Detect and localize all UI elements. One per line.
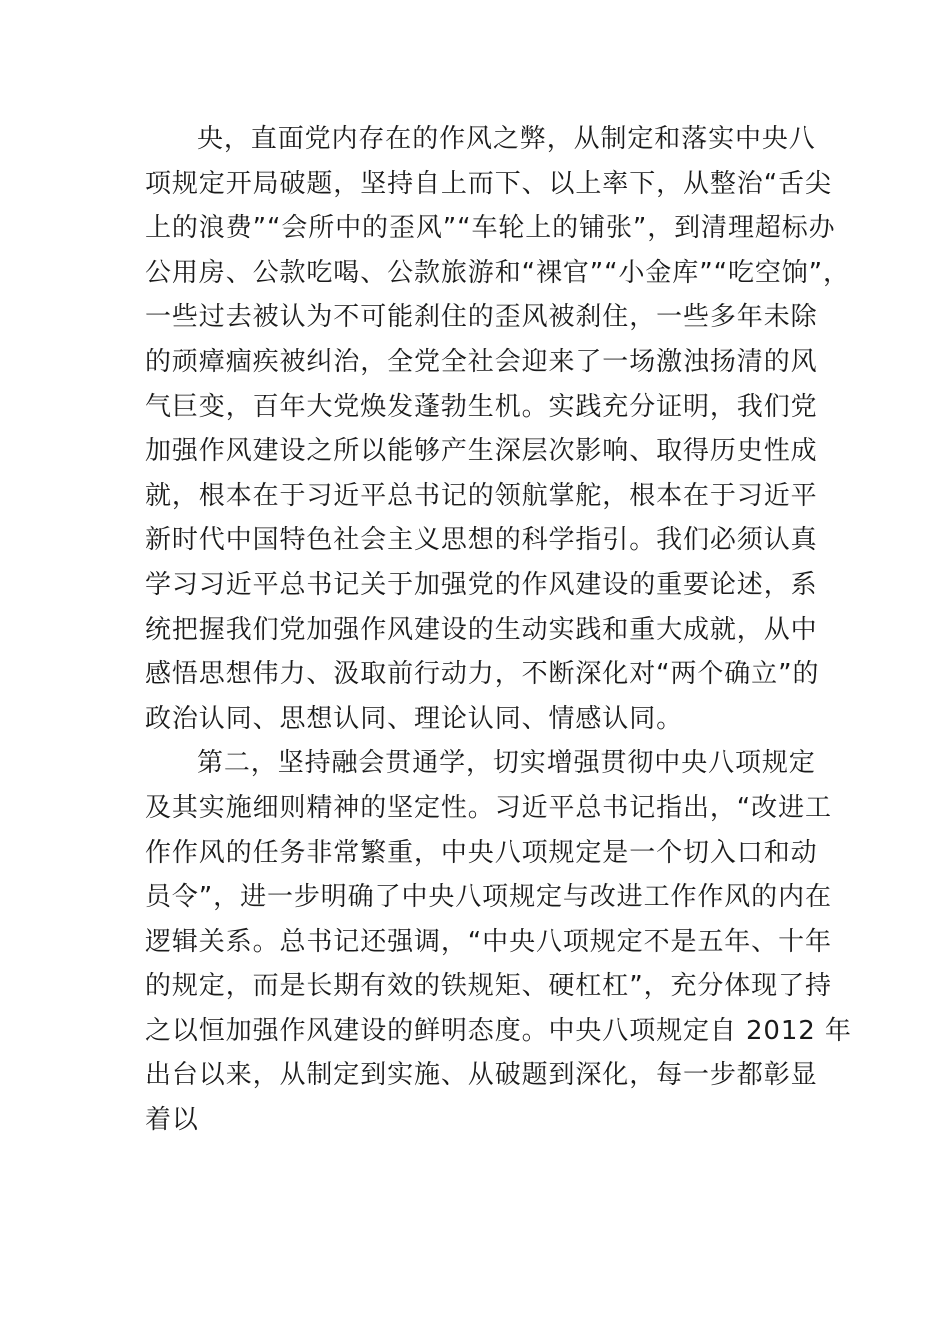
text-line: 公用房、公款吃喝、公款旅游和“裸官”“小金库”“吃空饷”，	[145, 257, 850, 288]
text-line: 加强作风建设之所以能够产生深层次影响、取得历史性成	[145, 436, 818, 467]
text-line: 上的浪费”“会所中的歪风”“车轮上的铺张”，到清理超标办	[145, 213, 836, 244]
text-line: 的顽瘴痼疾被纠治，全党全社会迎来了一场激浊扬清的风	[145, 346, 818, 377]
text-line: 感悟思想伟力、汲取前行动力，不断深化对“两个确立”的	[145, 659, 820, 690]
text-line: 作作风的任务非常繁重，中央八项规定是一个切入口和动	[145, 837, 818, 868]
text-line: 一些过去被认为不可能刹住的歪风被刹住，一些多年未除	[145, 302, 818, 333]
text-line: 项规定开局破题，坚持自上而下、以上率下，从整治“舌尖	[145, 168, 832, 199]
text-line: 之以恒加强作风建设的鲜明态度。中央八项规定自 2012 年	[145, 1015, 852, 1046]
text-line: 学习习近平总书记关于加强党的作风建设的重要论述，系	[145, 569, 818, 600]
text-line: 及其实施细则精神的坚定性。习近平总书记指出，“改进工	[145, 792, 832, 823]
text-line: 员令”，进一步明确了中央八项规定与改进工作作风的内在	[145, 882, 832, 913]
text-line: 出台以来，从制定到实施、从破题到深化，每一步都彰显	[145, 1060, 818, 1091]
paragraph-start-line: 第二，坚持融会贯通学，切实增强贯彻中央八项规定	[197, 748, 816, 779]
text-line: 逻辑关系。总书记还强调，“中央八项规定不是五年、十年	[145, 926, 832, 957]
text-line: 就，根本在于习近平总书记的领航掌舵，根本在于习近平	[145, 480, 818, 511]
text-line: 新时代中国特色社会主义思想的科学指引。我们必须认真	[145, 525, 818, 556]
text-line: 的规定，而是长期有效的铁规矩、硬杠杠”，充分体现了持	[145, 971, 832, 1002]
text-line: 央，直面党内存在的作风之弊，从制定和落实中央八	[197, 124, 816, 154]
text-line: 气巨变，百年大党焕发蓬勃生机。实践充分证明，我们党	[145, 391, 818, 422]
text-line: 政治认同、思想认同、理论认同、情感认同。	[145, 703, 684, 734]
text-line: 着以	[145, 1105, 199, 1136]
body-text	[145, 117, 852, 1143]
text-line: 统把握我们党加强作风建设的生动实践和重大成就，从中	[145, 614, 818, 645]
